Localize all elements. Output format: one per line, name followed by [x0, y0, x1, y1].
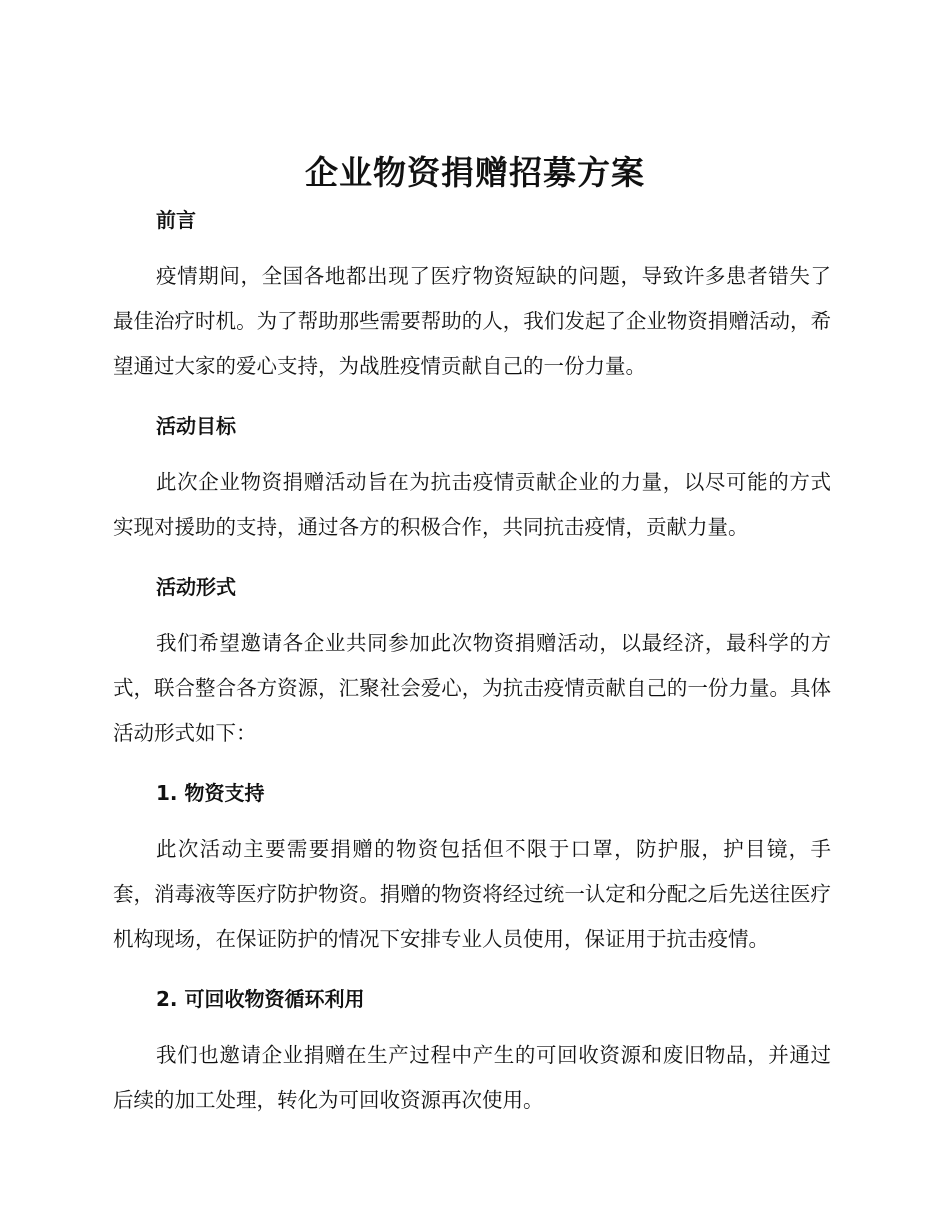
section-material-support	[113, 778, 831, 984]
section-heading: 活动形式	[156, 575, 236, 599]
section-heading: 前言	[156, 208, 196, 232]
section-paragraph: 此次企业物资捐赠活动旨在为抗击疫情贡献企业的力量，以尽可能的方式实现对援助的支持，通过各方的积极合作，共同抗击疫情，贡献力量。	[113, 470, 831, 539]
document-body	[113, 205, 831, 1123]
section-heading: 2. 可回收物资循环利用	[156, 987, 365, 1011]
section-heading: 1. 物资支持	[156, 781, 265, 805]
document-title: 企业物资捐赠招募方案	[305, 153, 645, 192]
section-paragraph: 我们也邀请企业捐赠在生产过程中产生的可回收资源和废旧物品，并通过后续的加工处理，转化为可回收资源再次使用。	[113, 1043, 831, 1112]
section-paragraph: 我们希望邀请各企业共同参加此次物资捐赠活动，以最经济，最科学的方式，联合整合各方资源，汇聚社会爱心，为抗击疫情贡献自己的一份力量。具体活动形式如下：	[113, 631, 831, 745]
section-format	[113, 572, 831, 778]
section-paragraph: 疫情期间，全国各地都出现了医疗物资短缺的问题，导致许多患者错失了最佳治疗时机。为了帮助那些需要帮助的人，我们发起了企业物资捐赠活动，希望通过大家的爱心支持，为战胜疫情贡献自己的一份力量。	[113, 264, 831, 378]
section-goals	[113, 411, 831, 572]
section-recycling	[113, 984, 831, 1123]
section-heading: 活动目标	[156, 414, 236, 438]
section-paragraph: 此次活动主要需要捐赠的物资包括但不限于口罩，防护服，护目镜，手套，消毒液等医疗防护物资。捐赠的物资将经过统一认定和分配之后先送往医疗机构现场，在保证防护的情况下安排专业人员使用，保证用于抗击疫情。	[113, 837, 831, 951]
section-preface	[113, 205, 831, 411]
